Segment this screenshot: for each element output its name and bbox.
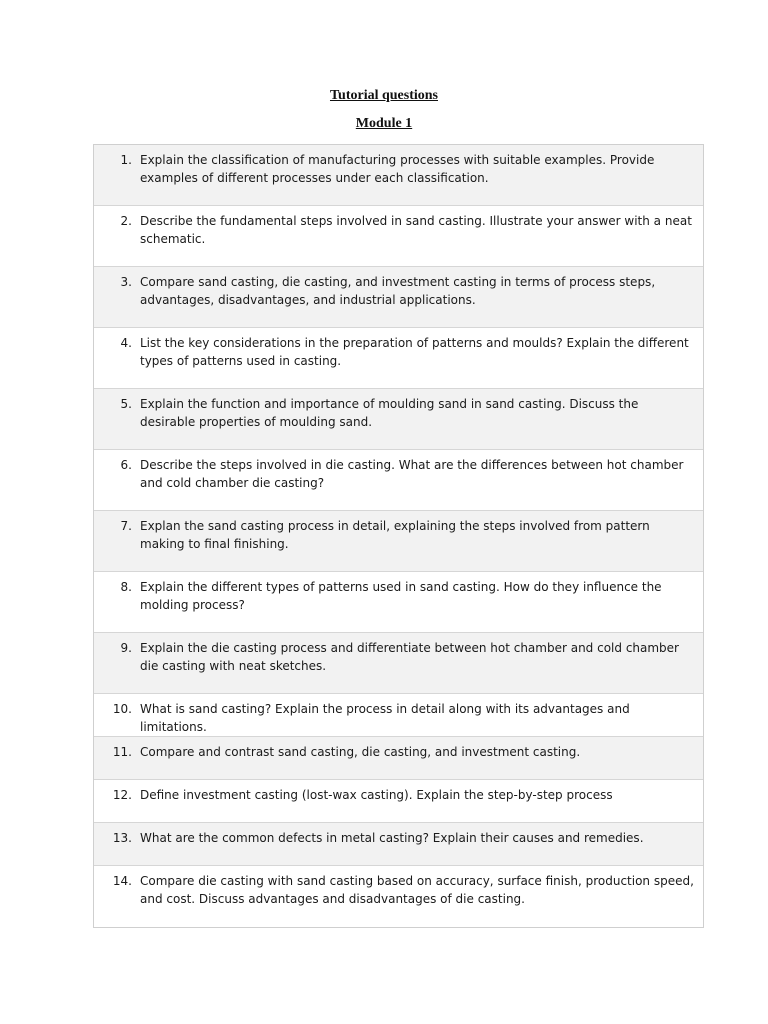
question-row-11 [94,737,703,780]
document-title: Tutorial questions [329,88,438,103]
question-row-3 [94,267,703,328]
question-text: Explain the classification of manufacturing processes with suitable examples. Provide examples of different processes under each classification. [140,153,655,185]
questions-table [93,144,704,928]
question-number: 2. [120,214,132,228]
question-number: 13. [112,831,132,845]
question-number: 10. [112,702,132,716]
question-text: Explain the function and importance of moulding sand in sand casting. Discuss the desirable properties of moulding sand. [140,397,639,429]
question-row-6 [94,450,703,511]
question-text: Compare sand casting, die casting, and investment casting in terms of process steps, advantages, disadvantages, and industrial applications. [140,275,656,307]
question-number: 6. [120,458,132,472]
question-text: List the key considerations in the preparation of patterns and moulds? Explain the different types of patterns used in casting. [140,336,689,368]
question-text: Explan the sand casting process in detail, explaining the steps involved from pattern making to final finishing. [140,519,650,551]
question-text: What is sand casting? Explain the process in detail along with its advantages and limitations. [140,702,630,734]
question-text: Explain the different types of patterns used in sand casting. How do they influence the molding process? [140,580,662,612]
question-row-4 [94,328,703,389]
question-number: 8. [120,580,132,594]
question-text: Describe the fundamental steps involved in sand casting. Illustrate your answer with a neat schematic. [140,214,692,246]
question-number: 14. [112,874,132,888]
question-text: Explain the die casting process and differentiate between hot chamber and cold chamber die casting with neat sketches. [140,641,679,673]
question-row-12 [94,780,703,823]
question-row-13 [94,823,703,866]
question-number: 9. [120,641,132,655]
question-text: Compare and contrast sand casting, die casting, and investment casting. [140,745,581,759]
question-text: Compare die casting with sand casting based on accuracy, surface finish, production speed, and cost. Discuss advantages and disadvantages of die casting. [140,874,694,906]
question-text: Define investment casting (lost-wax casting). Explain the step-by-step process [140,788,613,802]
question-number: 4. [120,336,132,350]
question-row-10 [94,694,703,737]
question-row-8 [94,572,703,633]
question-row-5 [94,389,703,450]
question-number: 11. [112,745,132,759]
question-row-9 [94,633,703,694]
question-number: 3. [120,275,132,289]
question-number: 7. [120,519,132,533]
question-row-14 [94,866,703,927]
question-row-1 [94,145,703,206]
question-number: 5. [120,397,132,411]
question-number: 12. [112,788,132,802]
question-text: Describe the steps involved in die casting. What are the differences between hot chamber and cold chamber die casting? [140,458,684,490]
module-heading: Module 1 [355,116,413,131]
question-row-7 [94,511,703,572]
question-number: 1. [120,153,132,167]
question-text: What are the common defects in metal casting? Explain their causes and remedies. [140,831,644,845]
question-row-2 [94,206,703,267]
